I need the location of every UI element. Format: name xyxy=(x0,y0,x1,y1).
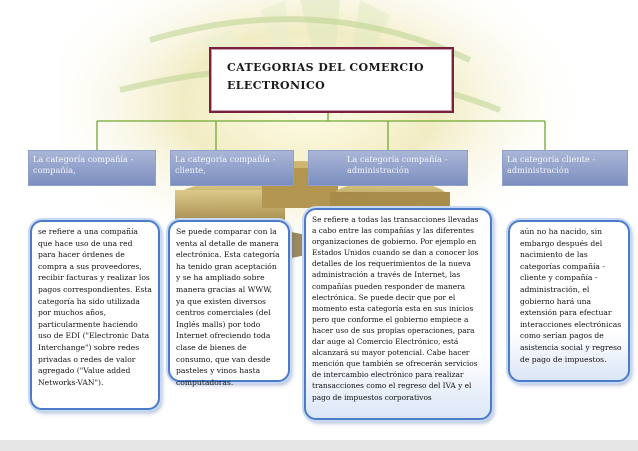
description-text: aún no ha nacido, sin embargo después del nacimiento de las categorías compañía - cliente y compañía - administración, el gobierno hará una extensión para efectuar interacciones electrónicas como serían pagos de asistencia social y regreso de pago de impuestos. xyxy=(520,227,622,364)
diagram-title xyxy=(209,47,454,113)
category-label: La categoría compañía - administración xyxy=(347,154,448,175)
category-company-administration xyxy=(308,150,468,186)
description-client-administration xyxy=(508,220,630,382)
title-line-1: CATEGORIAS DEL COMERCIO xyxy=(227,61,425,74)
category-label: La categoría compañía - cliente, xyxy=(175,154,276,175)
description-text: se refiere a una compañía que hace uso de una red para hacer órdenes de compra a sus proveedores, recibir facturas y realizar los pagos correspondientes. Esta categoría ha sido utilizada por muchos años, particularmente haciendo uso de EDI ("Electronic Data Interchange") sobre redes privadas o redes de valor agregado ("Value added Networks-VAN"). xyxy=(38,227,152,387)
description-company-client xyxy=(168,220,290,387)
category-company-company xyxy=(28,150,156,186)
category-client-administration xyxy=(502,150,628,186)
description-company-company xyxy=(30,220,160,410)
category-label: La categoría cliente - administración xyxy=(507,154,596,175)
description-text: Se refiere a todas las transacciones llevadas a cabo entre las compañías y las diferentes organizaciones de gobierno. Por ejemplo en Estados Unidos cuando se dan a conocer los detalles de los requerimientos de la nueva administración a través de Internet, las compañías pueden responder de manera electrónica. Se puede decir que por el momento esta categoría esta en sus inicios pero que conforme el gobierno empiece a hacer uso de sus propias operaciones, para dar auge al Comercio Electrónico, está alcanzará su mayor potencial. Cabe hacer mención que también se ofrecerán servicios de intercambio electrónico para realizar transacciones como el regreso del IVA y el pago de impuestos corporativos xyxy=(312,215,479,402)
description-text: Se puede comparar con la venta al detalle de manera electrónica. Esta categoría ha tenido gran aceptación y se ha ampliado sobre manera gracias al WWW, ya que existen diversos centros comerciales (del Inglés malls) por todo Internet ofreciendo toda clase de bienes de consumo, que van desde pasteles y vinos hasta computadoras. xyxy=(176,227,280,387)
description-company-administration xyxy=(304,208,492,420)
category-label: La categoría compañía - compañía, xyxy=(33,154,134,175)
title-line-2: ELECTRONICO xyxy=(227,79,326,92)
category-company-client xyxy=(170,150,294,186)
